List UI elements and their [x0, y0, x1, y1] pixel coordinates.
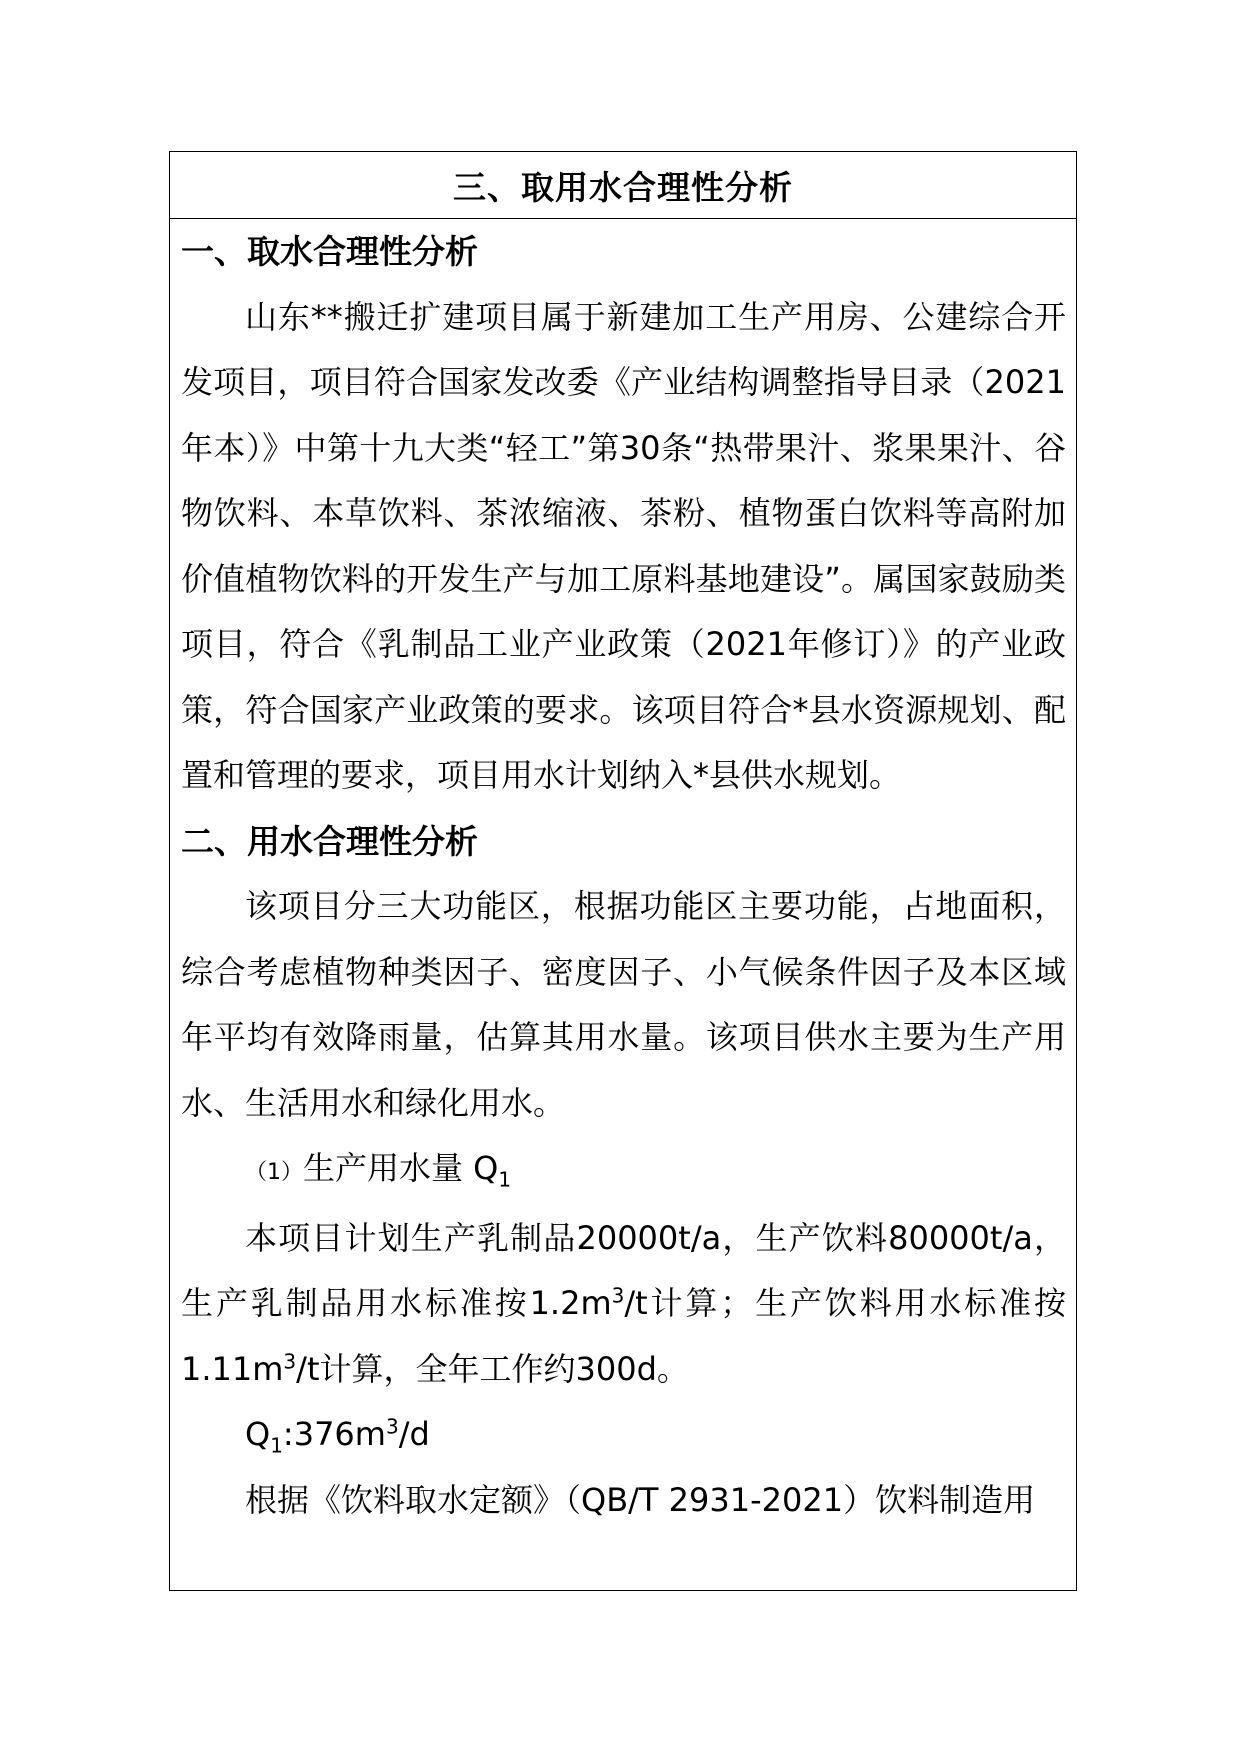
- section-heading-water-use: 二、用水合理性分析: [181, 821, 478, 861]
- item-label-subscript: 1: [498, 1167, 512, 1192]
- paragraph-water-use: 该项目分三大功能区，根据功能区主要功能，占地面积，综合考虑植物种类因子、密度因子、小气候条件因子及本区域年平均有效降雨量，估算其用水量。该项目供水主要为生产用水、生活用水和绿化用水。: [181, 887, 1066, 1122]
- plan-sup-2: 3: [283, 1348, 297, 1373]
- q1-value: :376m: [282, 1415, 386, 1453]
- plan-text-b: /t计算；生产饮料用水标准按1.11m: [181, 1284, 1066, 1388]
- q1-subscript: 1: [270, 1433, 283, 1458]
- page-title: 三、取用水合理性分析: [170, 152, 1076, 219]
- plan-text-c: /t计算，全年工作约300d。: [296, 1349, 689, 1388]
- item-label: 生产用水量 Q: [303, 1149, 499, 1187]
- q1-label: Q: [245, 1415, 271, 1453]
- content-cell: [170, 219, 1076, 1533]
- paragraph-production-plan: [181, 1206, 1066, 1403]
- q1-unit: /d: [398, 1415, 430, 1453]
- q1-value-line: [181, 1402, 1066, 1468]
- paragraph-water-intake: 山东**搬迁扩建项目属于新建加工生产用房、公建综合开发项目，项目符合国家发改委《产业结构调整指导目录（2021年本）》中第十九大类“轻工”第30条“热带果汁、浆果果汁、谷物饮料、本草饮料、茶浓缩液、茶粉、植物蛋白饮料等高附加价值植物饮料的开发生产与加工原料基地建设”。属国家鼓励类项目，符合《乳制品工业产业政策（2021年修订）》的产业政策，符合国家产业政策的要求。该项目符合*县水资源规划、配置和管理的要求，项目用水计划纳入*县供水规划。: [181, 297, 1066, 794]
- paragraph-quota-reference: 根据《饮料取水定额》（QB/T 2931-2021）饮料制造用: [245, 1480, 1036, 1519]
- plan-sup-1: 3: [611, 1283, 625, 1308]
- item-production-water: [181, 1136, 1066, 1206]
- section-heading-water-intake: 一、取水合理性分析: [181, 232, 478, 271]
- document-table: [169, 151, 1077, 1591]
- q1-superscript: 3: [385, 1414, 399, 1439]
- item-mark: （1）: [245, 1160, 303, 1185]
- plan-text-a: 本项目计划生产乳制品20000t/a，生产饮料80000t/a，生产乳制品用水标准按1.2m: [181, 1218, 1066, 1322]
